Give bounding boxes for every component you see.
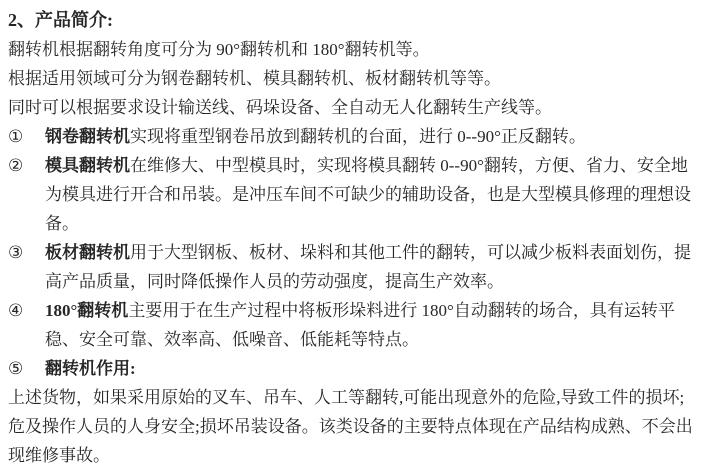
list-marker: ① bbox=[8, 127, 24, 146]
closing-paragraph: 上述货物，如果采用原始的叉车、吊车、人工等翻转,可能出现意外的危险,导致工件的损坏;危及操作人员的人身安全;损坏吊装设备。该类设备的主要特点体现在产品结构成熟、不会出现维修事故。 bbox=[8, 388, 693, 465]
list-marker: ② bbox=[8, 156, 24, 175]
intro-paragraph-2: 根据适用领域可分为钢卷翻转机、模具翻转机、板材翻转机等等。 bbox=[8, 69, 501, 88]
list-marker: ⑤ bbox=[8, 359, 24, 378]
list-marker: ③ bbox=[8, 243, 24, 262]
list-item-text bbox=[45, 296, 700, 354]
list-item-body: 实现将重型钢卷吊放到翻转机的台面，进行 0--90°正反翻转。 bbox=[130, 127, 586, 146]
document-title: 2、产品简介: bbox=[8, 10, 113, 30]
intro-paragraph-3: 同时可以根据要求设计输送线、码垛设备、全自动无人化翻转生产线等。 bbox=[8, 98, 552, 117]
list-item-body: 在维修大、中型模具时，实现将模具翻转 0--90°翻转，方便、省力、安全地为模具进行开合和吊装。是冲压车间不可缺少的辅助设备，也是大型模具修理的理想设备。 bbox=[45, 156, 691, 233]
list-item bbox=[8, 354, 700, 383]
list-item-lead: 板材翻转机 bbox=[45, 243, 130, 262]
list-item-text bbox=[45, 151, 700, 238]
list-item-lead: 翻转机作用: bbox=[45, 359, 136, 378]
intro-paragraph-1: 翻转机根据翻转角度可分为 90°翻转机和 180°翻转机等。 bbox=[8, 40, 430, 59]
list-item bbox=[8, 151, 700, 238]
list-item-body: 主要用于在生产过程中将板形垛料进行 180°自动翻转的场合，具有运转平稳、安全可靠、效率高、低噪音、低能耗等特点。 bbox=[45, 301, 675, 349]
list-item-lead: 钢卷翻转机 bbox=[45, 127, 130, 146]
list-item bbox=[8, 122, 700, 151]
list-item-text bbox=[45, 122, 700, 151]
list-item-text bbox=[45, 354, 700, 383]
list-marker: ④ bbox=[8, 301, 24, 320]
list-item-text bbox=[45, 238, 700, 296]
list-item bbox=[8, 238, 700, 296]
list-item bbox=[8, 296, 700, 354]
list-item-lead: 模具翻转机 bbox=[45, 156, 130, 175]
list-item-body: 用于大型钢板、板材、垛料和其他工件的翻转，可以减少板料表面划伤，提高产品质量，同时降低操作人员的劳动强度，提高生产效率。 bbox=[45, 243, 691, 291]
list-item-lead: 180°翻转机 bbox=[45, 301, 129, 320]
